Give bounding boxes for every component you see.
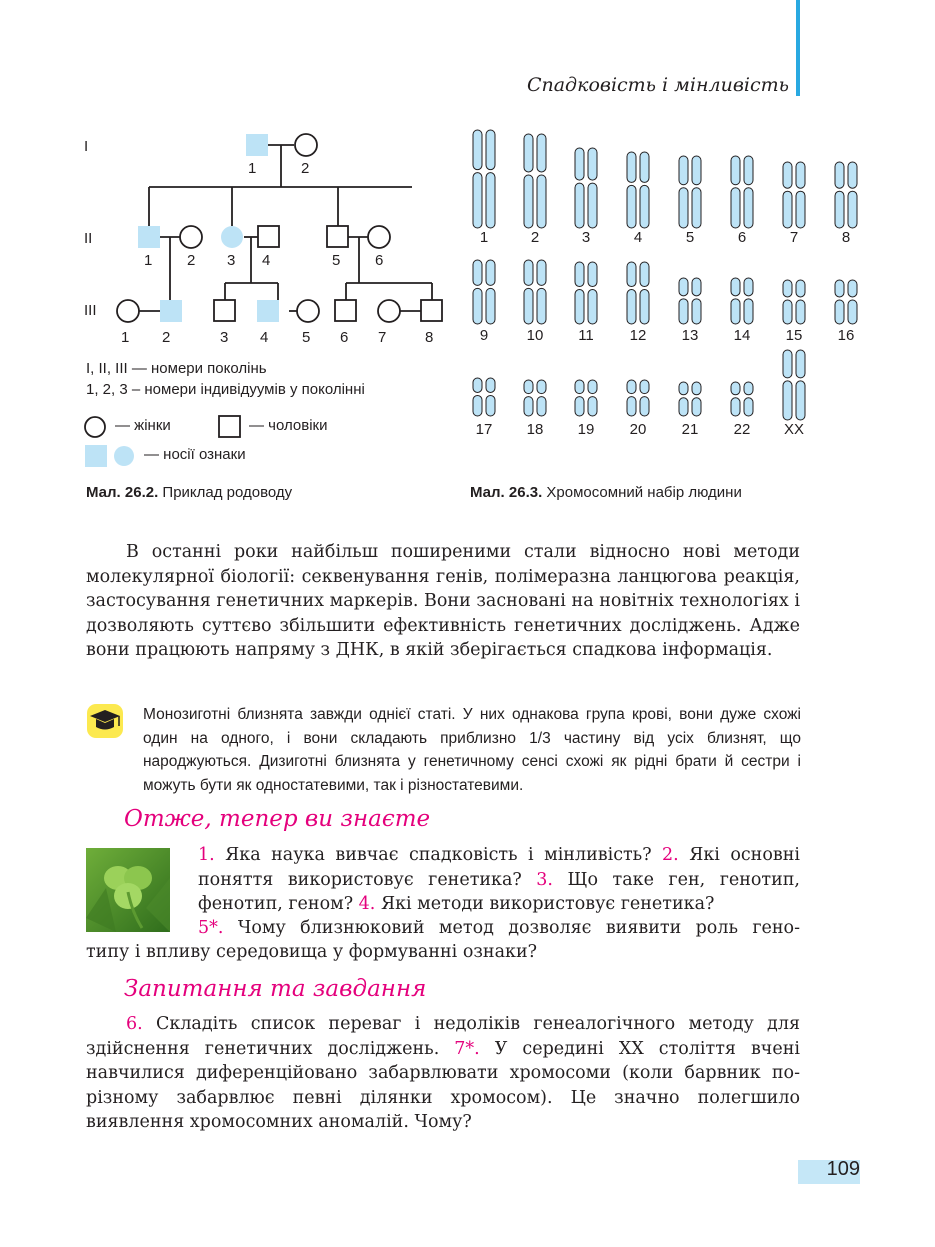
tasks-paragraph: 6. Складіть список переваг і недоліків генеалогічного методу для здійснення генетичних досліджень. 7*. У середині XX століття вчені навчилися диференційовано забарвлювати хромосоми (коли барвник по-різному забарвлює певні ділянки хромосом). Це значно полегшило виявлення хромосомних аномалій. Чому?	[86, 1014, 800, 1132]
chromatid-arm	[692, 278, 701, 296]
chromatid-arm	[627, 397, 636, 416]
individual-label: 2	[301, 160, 310, 177]
chromosome-pair	[473, 378, 495, 416]
chromatid-arm	[744, 299, 753, 324]
chromatid-arm	[640, 290, 649, 324]
chromatid-arm	[640, 185, 649, 228]
figure-caption-karyotype: Мал. 26.3. Хромосомний набір людини	[470, 484, 742, 501]
legend-individuals: 1, 2, 3 – номери індивідуумів у поколінні	[86, 381, 365, 398]
chromatid-arm	[524, 260, 533, 285]
chromatid-arm	[537, 175, 546, 228]
chromosome-pair	[783, 350, 805, 420]
chromosome-label: 8	[841, 229, 851, 246]
chromatid-arm	[588, 380, 597, 394]
chromatid-arm	[627, 290, 636, 324]
chromatid-arm	[783, 162, 792, 188]
chromosome-label: 20	[629, 421, 647, 438]
chromosome-label: 11	[578, 327, 594, 344]
individual-label: 1	[248, 160, 257, 177]
chromatid-arm	[848, 300, 857, 324]
chromosome-pair	[679, 156, 701, 228]
chromatid-arm	[588, 397, 597, 416]
chromatid-arm	[783, 191, 792, 228]
chromosome-label: XX	[783, 421, 805, 438]
chromatid-arm	[744, 278, 753, 296]
chromatid-arm	[783, 280, 792, 297]
chromatid-arm	[679, 299, 688, 324]
chromatid-arm	[783, 350, 792, 378]
chromosome-pair	[473, 130, 495, 228]
chromosome-label: 22	[733, 421, 751, 438]
chromatid-arm	[679, 382, 688, 395]
pedigree-male-carrier	[257, 300, 279, 322]
chromatid-arm	[473, 130, 482, 170]
chromatid-arm	[627, 262, 636, 287]
pedigree-male	[258, 226, 279, 247]
generation-label: III	[84, 302, 97, 319]
pedigree-male	[421, 300, 442, 321]
chromosome-pair	[627, 380, 649, 416]
chromosome-pair	[835, 162, 857, 228]
chromatid-arm	[731, 188, 740, 228]
individual-label: 6	[375, 252, 384, 269]
chromosome-label: 2	[530, 229, 540, 246]
chromosome-label: 4	[633, 229, 643, 246]
chromosome-label: 3	[581, 229, 591, 246]
chromosome-label: 12	[629, 327, 647, 344]
pedigree-female	[180, 226, 202, 248]
individual-label: 5	[302, 329, 311, 346]
chromatid-arm	[783, 300, 792, 324]
chromosome-pair	[731, 278, 753, 324]
chromosome-label: 1	[479, 229, 489, 246]
chromatid-arm	[692, 382, 701, 395]
chromosome-pair	[627, 152, 649, 228]
chromatid-arm	[524, 175, 533, 228]
page-number: 109	[826, 1158, 860, 1180]
chromatid-arm	[731, 156, 740, 185]
chromatid-arm	[588, 262, 597, 287]
chromatid-arm	[640, 262, 649, 287]
chromatid-arm	[575, 148, 584, 180]
legend-male: — чоловіки	[249, 417, 328, 434]
chromosome-pair	[731, 382, 753, 416]
chromatid-arm	[848, 280, 857, 297]
chromatid-arm	[796, 350, 805, 378]
legend-generations: I, II, III — номери поколінь	[86, 360, 267, 377]
chromosome-pair	[783, 162, 805, 228]
header-accent-bar	[796, 0, 800, 96]
chromatid-arm	[486, 260, 495, 285]
chromosome-label: 21	[681, 421, 699, 438]
chromosome-pair	[679, 278, 701, 324]
chromatid-arm	[731, 398, 740, 416]
chromatid-arm	[486, 395, 495, 416]
pedigree-female	[117, 300, 139, 322]
chromatid-arm	[627, 380, 636, 394]
chromosome-label: 19	[577, 421, 595, 438]
pedigree-male	[327, 226, 348, 247]
chromatid-arm	[575, 397, 584, 416]
individual-label: 1	[144, 252, 153, 269]
pedigree-female	[378, 300, 400, 322]
pedigree-male-carrier	[160, 300, 182, 322]
legend-carrier: — носії ознаки	[144, 446, 246, 463]
individual-label: 2	[162, 329, 171, 346]
individual-label: 8	[425, 329, 434, 346]
chromosome-pair	[731, 156, 753, 228]
pedigree-male	[214, 300, 235, 321]
pedigree-male-carrier	[246, 134, 268, 156]
chromatid-arm	[486, 130, 495, 170]
chromatid-arm	[575, 380, 584, 394]
chromatid-arm	[486, 173, 495, 228]
chromosome-label: 15	[785, 327, 803, 344]
legend-female: — жінки	[115, 417, 171, 434]
summary-questions-indented: 1. Яка наука вивчає спадковість і мінливість? 2. Які основні поняття використовує генетика? 3. Що таке ген, генотип, фенотип, геном? 4. Які методи використовує генетика?	[198, 845, 800, 914]
chromatid-arm	[575, 262, 584, 287]
chromatid-arm	[692, 398, 701, 416]
chromatid-arm	[679, 156, 688, 185]
chromosome-label: 14	[733, 327, 751, 344]
chromatid-arm	[783, 381, 792, 420]
chromatid-arm	[537, 134, 546, 172]
chromatid-arm	[588, 290, 597, 324]
chromatid-arm	[692, 156, 701, 185]
body-paragraph: В останні роки найбільш поширеними стали відносно нові методи молекулярної біології: секвенування генів, полімеразна ланцюгова реакція, застосування генетичних маркерів. Вони засновані на новітніх технологіях і дозволяють суттєво збільшити ефективність генетичних досліджень. Адже вони працюють напряму з ДНК, в якій зберігається спадкова інформація.	[86, 542, 800, 660]
chromosome-pair	[524, 134, 546, 228]
chromatid-arm	[692, 188, 701, 228]
chromatid-arm	[627, 185, 636, 228]
chromosome-label: 10	[526, 327, 544, 344]
individual-label: 2	[187, 252, 196, 269]
chromatid-arm	[524, 397, 533, 416]
chromosome-pair	[524, 260, 546, 324]
chromatid-arm	[537, 397, 546, 416]
chromosome-label: 5	[685, 229, 695, 246]
section-title-tasks: Запитання та завдання	[124, 976, 427, 1002]
female-symbol-icon	[84, 415, 108, 439]
chromatid-arm	[835, 300, 844, 324]
chromosome-label: 13	[681, 327, 699, 344]
chromatid-arm	[575, 183, 584, 228]
note-text: Монозиготні близнята завжди однієї статі. У них однакова група крові, вони дуже схожі один на одного, і вони складають приблизно 1/3 частину від усіх близнят, що народжуються. Дизиготні близнята у генетичному сенсі схожі як рідні брати й сестри і можуть бути як одностатевими, так і різностатевими.	[143, 706, 801, 794]
chromatid-arm	[848, 162, 857, 188]
chromatid-arm	[588, 148, 597, 180]
chromatid-arm	[796, 300, 805, 324]
pedigree-female	[295, 134, 317, 156]
chromatid-arm	[524, 134, 533, 172]
individual-label: 3	[227, 252, 236, 269]
individual-label: 7	[378, 329, 387, 346]
chromatid-arm	[744, 188, 753, 228]
chromatid-arm	[473, 260, 482, 285]
running-header: Спадковість і мінливість	[526, 74, 789, 96]
chromatid-arm	[524, 380, 533, 394]
pedigree-female	[297, 300, 319, 322]
chromosome-label: 7	[789, 229, 799, 246]
chromosome-label: 16	[837, 327, 855, 344]
chromosome-label: 18	[526, 421, 544, 438]
chromatid-arm	[575, 290, 584, 324]
chromatid-arm	[679, 278, 688, 296]
chromatid-arm	[588, 183, 597, 228]
figure-caption-pedigree: Мал. 26.2. Приклад родоводу	[86, 484, 293, 501]
chromatid-arm	[679, 398, 688, 416]
chromatid-arm	[679, 188, 688, 228]
pedigree-female-carrier	[221, 226, 243, 248]
individual-label: 3	[220, 329, 229, 346]
chromatid-arm	[537, 288, 546, 324]
chromatid-arm	[524, 288, 533, 324]
pedigree-chart	[80, 125, 450, 350]
clover-photo	[86, 848, 170, 932]
chromatid-arm	[744, 382, 753, 395]
chromatid-arm	[848, 191, 857, 228]
section-title-summary: Отже, тепер ви знаєте	[124, 806, 431, 832]
chromosome-pair	[783, 280, 805, 324]
karyotype-figure	[462, 124, 862, 444]
individual-label: 4	[262, 252, 271, 269]
male-symbol-icon	[218, 414, 244, 440]
pedigree-male-carrier	[138, 226, 160, 248]
chromatid-arm	[640, 152, 649, 182]
chromatid-arm	[744, 398, 753, 416]
chromatid-arm	[835, 280, 844, 297]
chromatid-arm	[486, 378, 495, 392]
chromatid-arm	[473, 378, 482, 392]
graduation-cap-icon	[86, 703, 124, 739]
pedigree-female	[368, 226, 390, 248]
chromatid-arm	[627, 152, 636, 182]
chromatid-arm	[640, 380, 649, 394]
chromatid-arm	[486, 288, 495, 324]
chromatid-arm	[796, 280, 805, 297]
carrier-symbol-icon	[84, 444, 136, 470]
chromatid-arm	[473, 395, 482, 416]
individual-label: 5	[332, 252, 341, 269]
chromatid-arm	[731, 299, 740, 324]
chromosome-pair	[575, 262, 597, 324]
chromatid-arm	[796, 381, 805, 420]
individual-label: 4	[260, 329, 269, 346]
chromatid-arm	[796, 191, 805, 228]
chromatid-arm	[473, 173, 482, 228]
individual-label: 6	[340, 329, 349, 346]
summary-question-5-start: 5*. Чому близнюковий метод дозволяє виявити роль гено-	[198, 918, 800, 938]
chromosome-pair	[473, 260, 495, 324]
chromosome-pair	[679, 382, 701, 416]
chromatid-arm	[796, 162, 805, 188]
chromatid-arm	[537, 380, 546, 394]
chromosome-pair	[627, 262, 649, 324]
chromatid-arm	[835, 162, 844, 188]
pedigree-male	[335, 300, 356, 321]
chromatid-arm	[835, 191, 844, 228]
chromatid-arm	[731, 382, 740, 395]
chromosome-pair	[575, 380, 597, 416]
chromosome-pair	[524, 380, 546, 416]
individual-label: 1	[121, 329, 130, 346]
chromosome-pair	[575, 148, 597, 228]
chromatid-arm	[537, 260, 546, 285]
chromatid-arm	[744, 156, 753, 185]
chromosome-pair	[835, 280, 857, 324]
chromatid-arm	[473, 288, 482, 324]
chromosome-label: 9	[479, 327, 489, 344]
generation-label: II	[84, 230, 93, 247]
chromatid-arm	[692, 299, 701, 324]
summary-question-5-end: типу і впливу середовища у формуванні ознаки?	[86, 942, 537, 962]
chromosome-label: 6	[737, 229, 747, 246]
chromatid-arm	[731, 278, 740, 296]
chromosome-label: 17	[475, 421, 493, 438]
chromatid-arm	[640, 397, 649, 416]
generation-label: I	[84, 138, 89, 155]
